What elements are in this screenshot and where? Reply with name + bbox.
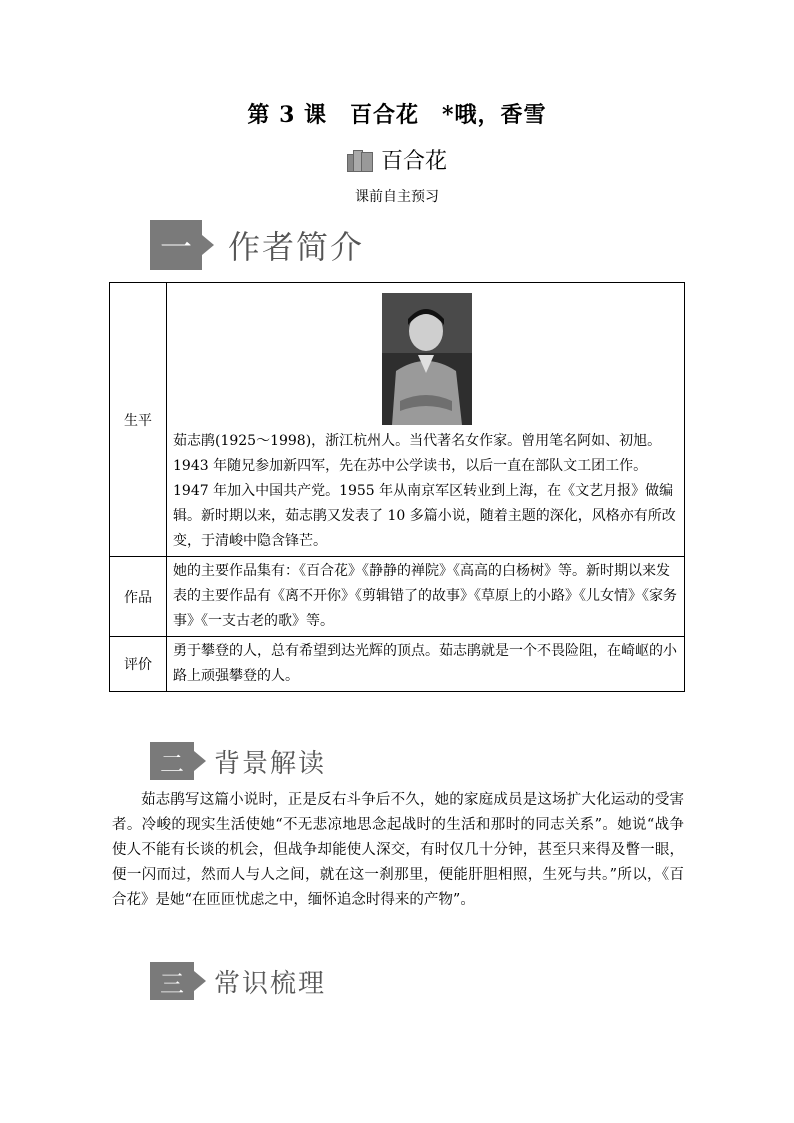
section-number: 一 <box>150 220 202 270</box>
evaluation-text: 勇于攀登的人，总有希望到达光辉的顶点。茹志鹃就是一个不畏险阻，在崎岖的小路上顽强攀登的人。 <box>167 637 685 692</box>
section-title: 作者简介 <box>228 228 365 266</box>
author-table <box>109 282 685 692</box>
section-heading-knowledge <box>150 962 326 1000</box>
section-title: 常识梳理 <box>214 968 327 999</box>
subtitle-row <box>0 144 794 175</box>
background-paragraph: 茹志鹃写这篇小说时，正是反右斗争后不久，她的家庭成员是这场扩大化运动的受害者。冷峻的现实生活使她“不无悲凉地思念起战时的生活和那时的同志关系”。她说“战争使人不能有长谈的机会，但战争却能使人深交，有时仅几十分钟，甚至只来得及瞥一眼，便一闪而过，然而人与人之间，就在这一刹那里，便能肝胆相照，生死与共。”所以，《百合花》是她“在匝匝忧虑之中，缅怀追念时得来的产物”。 <box>112 792 684 908</box>
section-number: 二 <box>150 742 194 780</box>
preview-label: 课前自主预习 <box>355 189 439 205</box>
book-stack-icon <box>347 148 373 172</box>
bio-text: 茹志鹃(1925～1998)，浙江杭州人。当代著名女作家。曾用笔名阿如、初旭。1943 年随兄参加新四军，先在苏中公学读书，以后一直在部队文工团工作。1947 年加入中国共产党。1955 年从南京军区转业到上海，在《文艺月报》做编辑。新时期以来，茹志鹃又发表了 10 多篇小说，随着主题的深化，风格亦有所改变，于清峻中隐含锋芒。 <box>173 433 676 549</box>
row-label: 评价 <box>110 637 167 692</box>
table-row <box>110 637 685 692</box>
table-row <box>110 283 685 557</box>
subtitle: 百合花 <box>380 149 447 174</box>
row-label: 生平 <box>110 283 167 557</box>
section-number: 三 <box>150 962 194 1000</box>
row-label: 作品 <box>110 557 167 637</box>
table-row <box>110 557 685 637</box>
works-text: 她的主要作品集有：《百合花》《静静的禅院》《高高的白杨树》等。新时期以来发表的主要作品有《离不开你》《剪辑错了的故事》《草原上的小路》《儿女情》《家务事》《一支古老的歌》等。 <box>167 557 685 637</box>
section-title: 背景解读 <box>214 748 327 779</box>
section-heading-background <box>150 742 326 780</box>
section-heading-author <box>150 220 364 270</box>
lesson-title: 第 3 课 百合花 *哦，香雪 <box>247 102 547 128</box>
author-portrait <box>382 293 472 425</box>
